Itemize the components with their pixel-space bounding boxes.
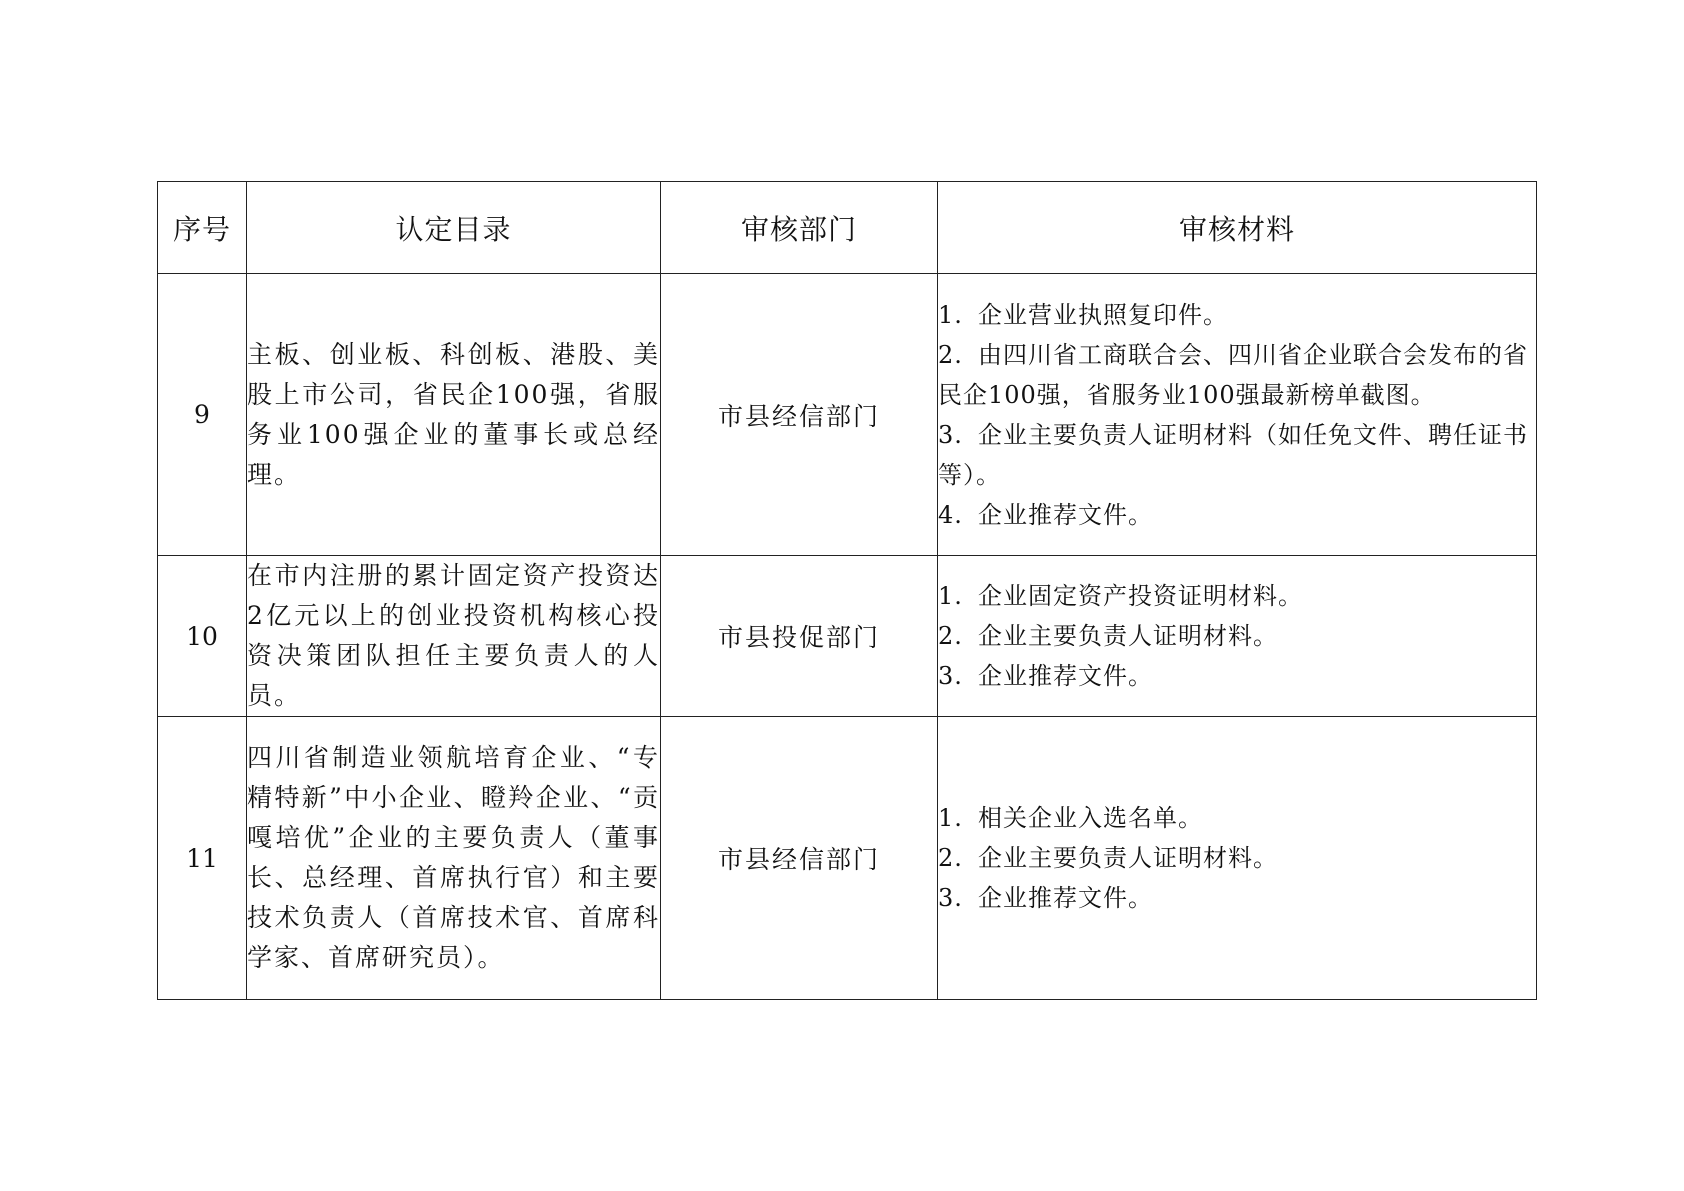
header-review-department: 审核部门 <box>661 182 938 274</box>
material-number: 3. <box>938 420 963 449</box>
row-department: 市县经信部门 <box>661 717 938 1000</box>
material-text: 企业固定资产投资证明材料。 <box>978 582 1303 610</box>
material-text: 企业主要负责人证明材料。 <box>978 622 1278 650</box>
header-certification-catalog: 认定目录 <box>247 182 661 274</box>
certification-table <box>157 181 1537 1000</box>
material-number: 3. <box>938 662 963 690</box>
row-category: 四川省制造业领航培育企业、“专精特新”中小企业、瞪羚企业、“贡嘎培优”企业的主要负责人（董事长、总经理、首席执行官）和主要技术负责人（首席技术官、首席科学家、首席研究员）。 <box>247 717 661 1000</box>
material-number: 1. <box>938 582 963 610</box>
material-text: 企业营业执照复印件。 <box>978 300 1228 329</box>
material-item <box>938 295 1536 335</box>
row-category: 主板、创业板、科创板、港股、美股上市公司，省民企100强，省服务业100强企业的董事长或总经理。 <box>247 274 661 556</box>
row-department: 市县经信部门 <box>661 274 938 556</box>
material-number: 1. <box>938 804 963 832</box>
material-item <box>938 576 1536 616</box>
material-item <box>938 495 1536 535</box>
material-item <box>938 415 1536 495</box>
material-text: 企业主要负责人证明材料。 <box>978 844 1278 872</box>
table-row <box>158 717 1537 1000</box>
material-item <box>938 616 1536 656</box>
header-review-materials: 审核材料 <box>938 182 1537 274</box>
table-header-row <box>158 182 1537 274</box>
material-text: 企业主要负责人证明材料（如任免文件、聘任证书等）。 <box>938 420 1528 489</box>
material-text: 相关企业入选名单。 <box>978 804 1203 832</box>
row-materials <box>938 274 1537 556</box>
row-materials <box>938 717 1537 1000</box>
material-item <box>938 878 1536 918</box>
table-row <box>158 274 1537 556</box>
row-serial-number: 9 <box>158 274 247 556</box>
material-number: 2. <box>938 622 963 650</box>
row-category: 在市内注册的累计固定资产投资达2亿元以上的创业投资机构核心投资决策团队担任主要负责人的人员。 <box>247 556 661 717</box>
material-item <box>938 656 1536 696</box>
row-department: 市县投促部门 <box>661 556 938 717</box>
material-number: 4. <box>938 500 963 529</box>
material-number: 1. <box>938 300 963 329</box>
material-text: 企业推荐文件。 <box>978 884 1153 912</box>
material-item <box>938 838 1536 878</box>
row-serial-number: 11 <box>158 717 247 1000</box>
material-item <box>938 335 1536 415</box>
row-materials <box>938 556 1537 717</box>
table-row <box>158 556 1537 717</box>
material-text: 企业推荐文件。 <box>978 500 1153 529</box>
material-text: 企业推荐文件。 <box>978 662 1153 690</box>
material-number: 2. <box>938 340 963 369</box>
row-serial-number: 10 <box>158 556 247 717</box>
material-item <box>938 798 1536 838</box>
material-text: 由四川省工商联合会、四川省企业联合会发布的省民企100强，省服务业100强最新榜单截图。 <box>938 340 1528 409</box>
material-number: 3. <box>938 884 963 912</box>
header-serial-number: 序号 <box>158 182 247 274</box>
material-number: 2. <box>938 844 963 872</box>
